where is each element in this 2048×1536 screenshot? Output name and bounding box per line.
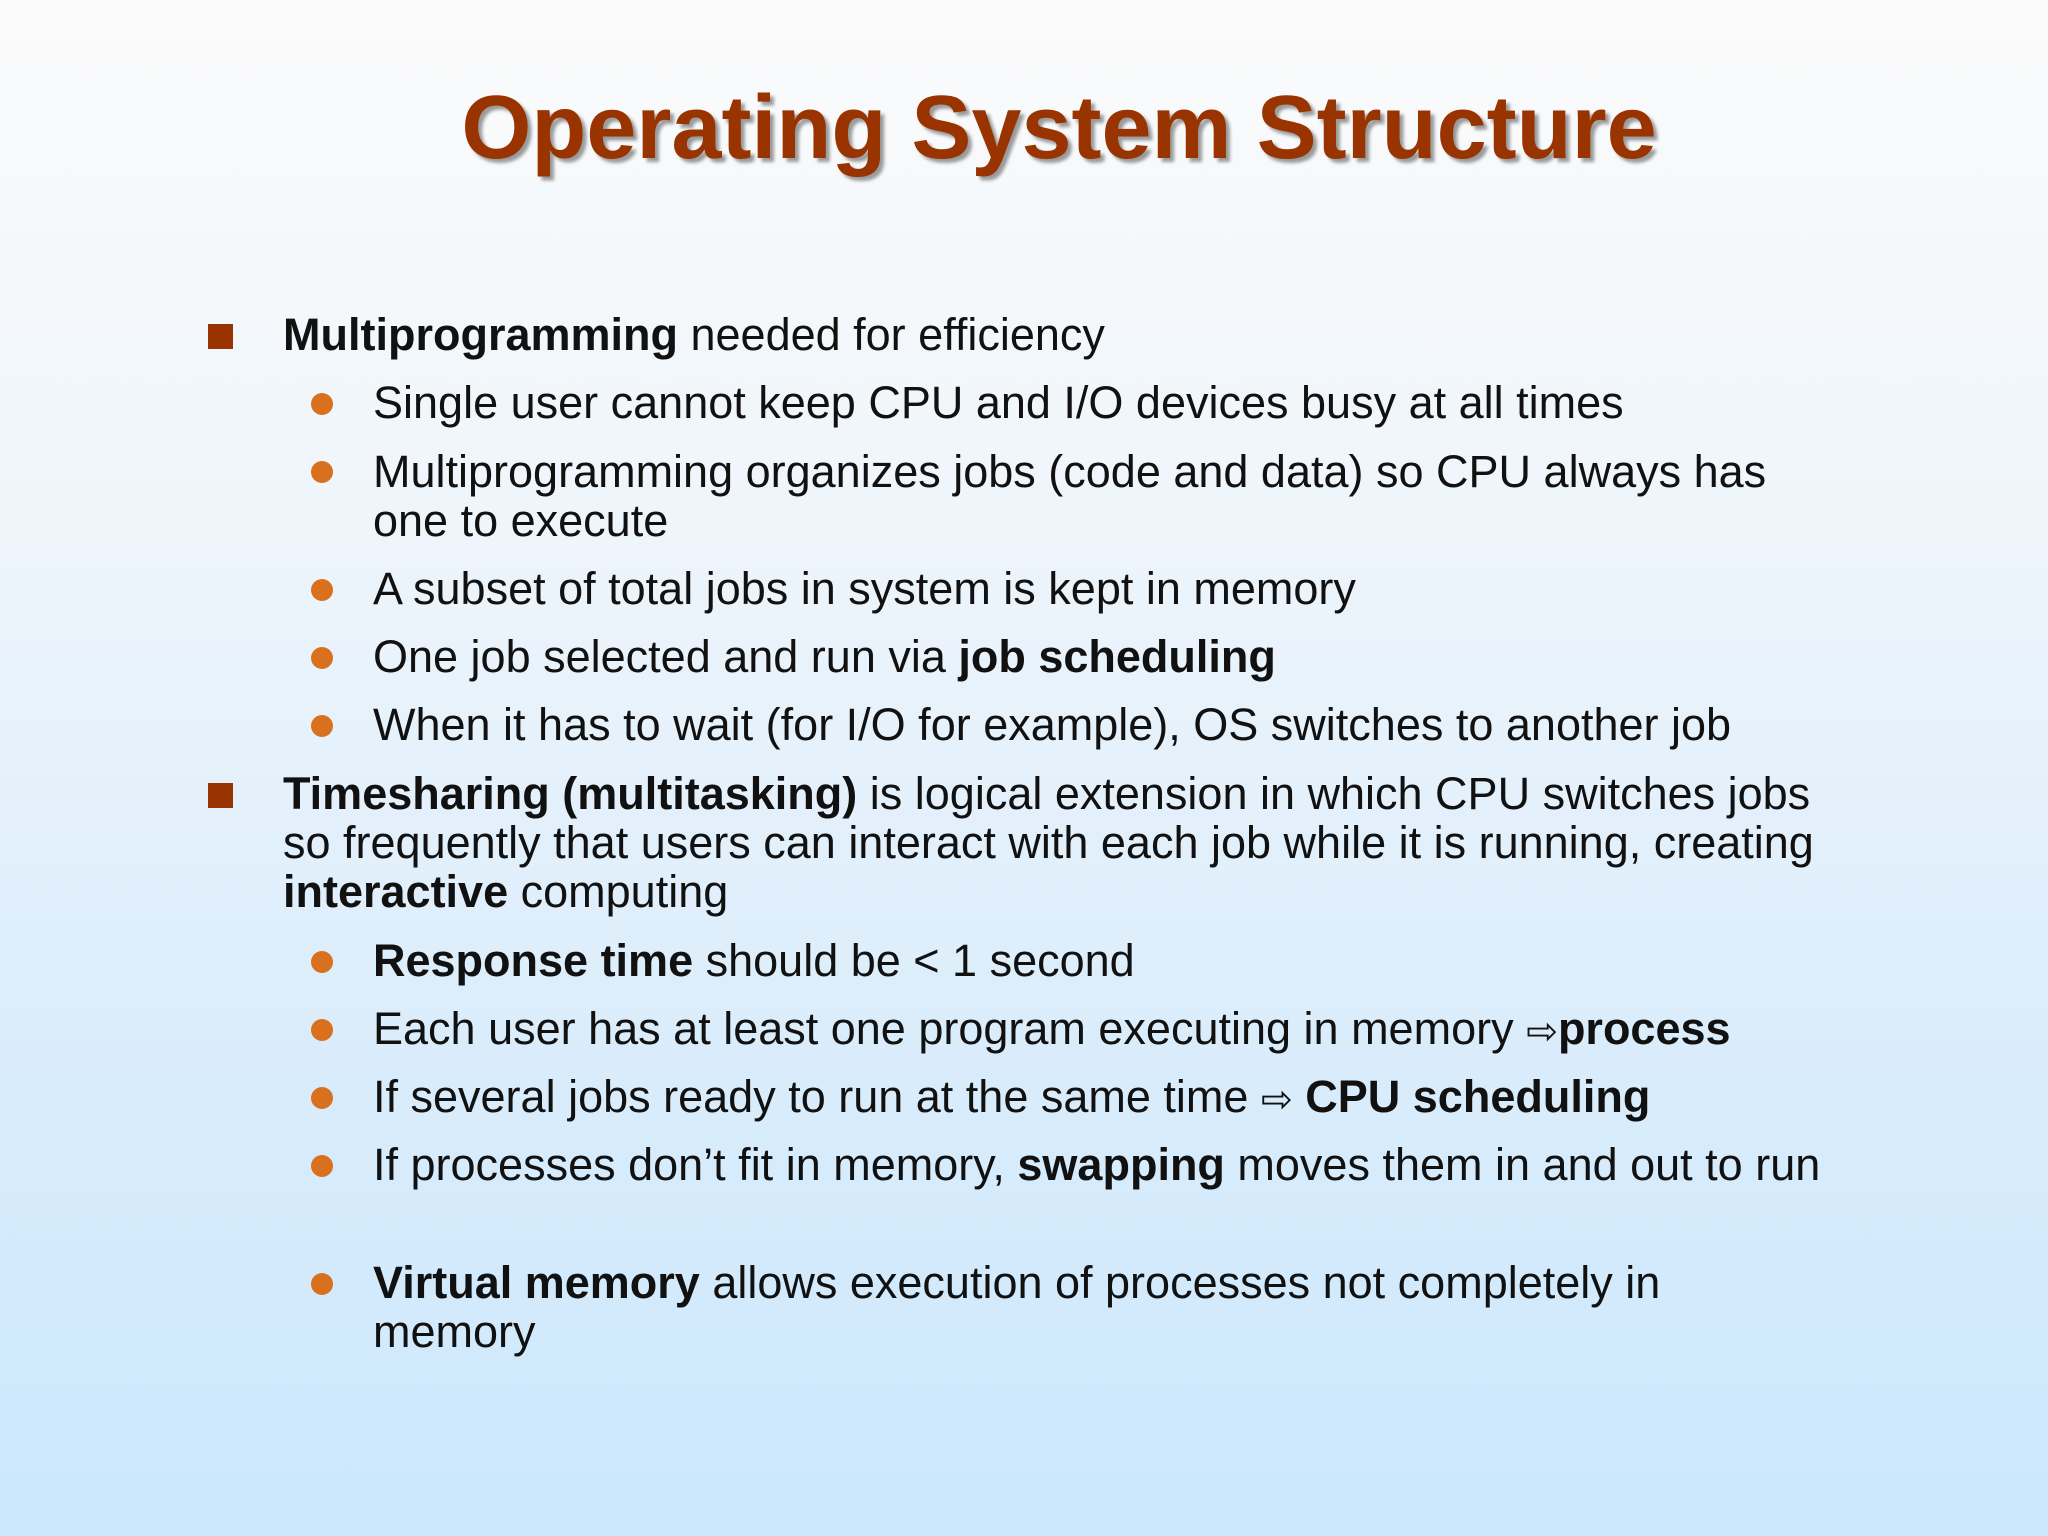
sub-bullet-text: If several jobs ready to run at the same time (373, 1071, 1261, 1122)
arrow-icon: ⇨ (1260, 1077, 1293, 1121)
bullet-text: needed for efficiency (677, 309, 1105, 360)
sub-bullet-process (373, 1004, 1823, 1056)
square-bullet-icon (208, 783, 233, 808)
sub-bullet-bold-text: Virtual memory (373, 1257, 700, 1308)
sub-bullet-virtual-memory (373, 1258, 1823, 1356)
sub-bullet-text: Multiprogramming organizes jobs (code and data) so CPU always has one to execute (373, 446, 1767, 546)
round-bullet-icon (311, 951, 333, 973)
slide-title: Operating System Structure (461, 78, 1657, 178)
sub-bullet-bold-text: job scheduling (958, 631, 1276, 682)
round-bullet-icon (311, 461, 333, 483)
bullet-timesharing (283, 769, 1843, 916)
round-bullet-icon (311, 647, 333, 669)
sub-bullet-bold-text: Response time (373, 935, 694, 986)
round-bullet-icon (311, 715, 333, 737)
bullet-text: computing (508, 866, 729, 917)
round-bullet-icon (311, 1087, 333, 1109)
sub-bullet-text: should be < 1 second (693, 935, 1135, 986)
round-bullet-icon (311, 1273, 333, 1295)
sub-bullet-bold-text: CPU scheduling (1292, 1071, 1651, 1122)
sub-bullet-text: allows execution of processes not completely in memory (373, 1257, 1661, 1357)
round-bullet-icon (311, 1019, 333, 1041)
sub-bullet-text: Single user cannot keep CPU and I/O devices busy at all times (373, 377, 1624, 428)
bullet-text: is logical extension in which CPU switches jobs so frequently that users can interact with each job while it is running, creating (283, 768, 1814, 868)
bullet-bold-text: Multiprogramming (283, 309, 678, 360)
round-bullet-icon (311, 393, 333, 415)
sub-bullet-text: Each user has at least one program executing in memory (373, 1003, 1527, 1054)
sub-bullet-bold-text: swapping (1017, 1139, 1225, 1190)
bullet-multiprogramming (283, 310, 1843, 359)
sub-bullet-text: If processes don’t fit in memory, (373, 1139, 1018, 1190)
round-bullet-icon (311, 579, 333, 601)
sub-bullet-bold-text: process (1557, 1003, 1731, 1054)
round-bullet-icon (311, 1155, 333, 1177)
sub-bullet-text: One job selected and run via (373, 631, 959, 682)
bullet-bold-text: Timesharing (multitasking) (283, 768, 858, 819)
sub-bullet-text: moves them in and out to run (1224, 1139, 1821, 1190)
sub-bullet-response-time (373, 936, 1823, 985)
sub-bullet-text: A subset of total jobs in system is kept in memory (373, 563, 1356, 614)
bullet-bold-text: interactive (283, 866, 509, 917)
sub-bullet-job-scheduling (373, 632, 1823, 681)
sub-bullet-text: When it has to wait (for I/O for example), OS switches to another job (373, 699, 1732, 750)
square-bullet-icon (208, 324, 233, 349)
sub-bullet-swapping (373, 1140, 1823, 1189)
arrow-icon: ⇨ (1526, 1009, 1558, 1053)
sub-bullet-cpu-scheduling (373, 1072, 1823, 1124)
